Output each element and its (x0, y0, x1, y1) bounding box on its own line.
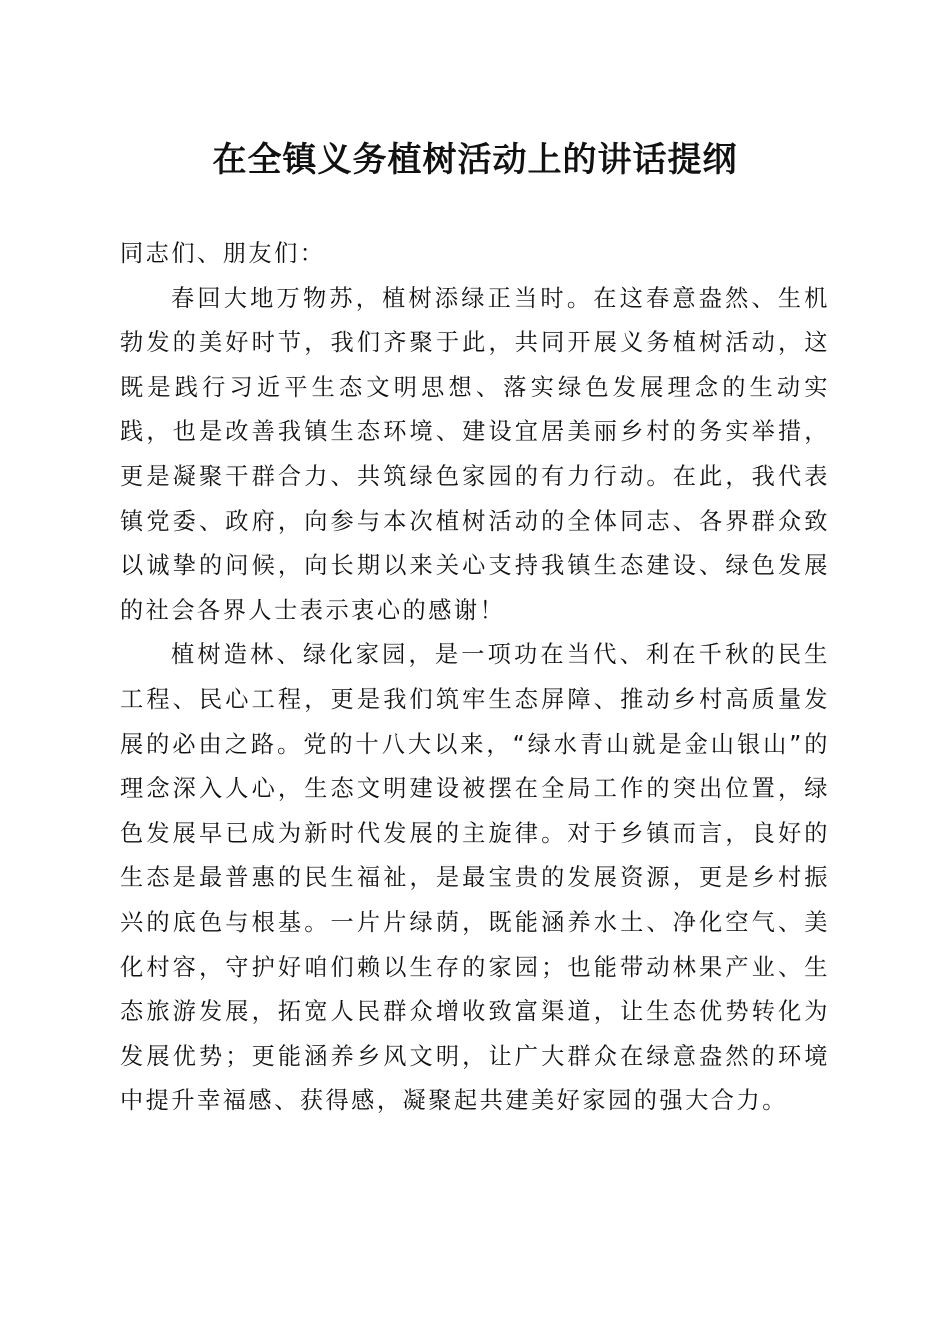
paragraph-2: 植树造林、绿化家园，是一项功在当代、利在千秋的民生工程、民心工程，更是我们筑牢生态屏障、推动乡村高质量发展的必由之路。党的十八大以来，“绿水青山就是金山银山”的理念深入人心，生态文明建设被摆在全局工作的突出位置，绿色发展早已成为新时代发展的主旋律。对于乡镇而言，良好的生态是最普惠的民生福祉，是最宝贵的发展资源，更是乡村振兴的底色与根基。一片片绿荫，既能涵养水土、净化空气、美化村容，守护好咱们赖以生存的家园；也能带动林果产业、生态旅游发展，拓宽人民群众增收致富渠道，让生态优势转化为发展优势；更能涵养乡风文明，让广大群众在绿意盎然的环境中提升幸福感、获得感，凝聚起共建美好家园的强大合力。 (120, 641, 830, 1115)
paragraph-1: 春回大地万物苏，植树添绿正当时。在这春意盎然、生机勃发的美好时节，我们齐聚于此，共同开展义务植树活动，这既是践行习近平生态文明思想、落实绿色发展理念的生动实践，也是改善我镇生态环境、建设宜居美丽乡村的务实举措，更是凝聚干群合力、共筑绿色家园的有力行动。在此，我代表镇党委、政府，向参与本次植树活动的全体同志、各界群众致以诚挚的问候，向长期以来关心支持我镇生态建设、绿色发展的社会各界人士表示衷心的感谢！ (120, 284, 830, 624)
salutation: 同志们、朋友们： (120, 240, 326, 267)
document-body (120, 232, 830, 1124)
document-title: 在全镇义务植树活动上的讲话提纲 (212, 140, 738, 180)
